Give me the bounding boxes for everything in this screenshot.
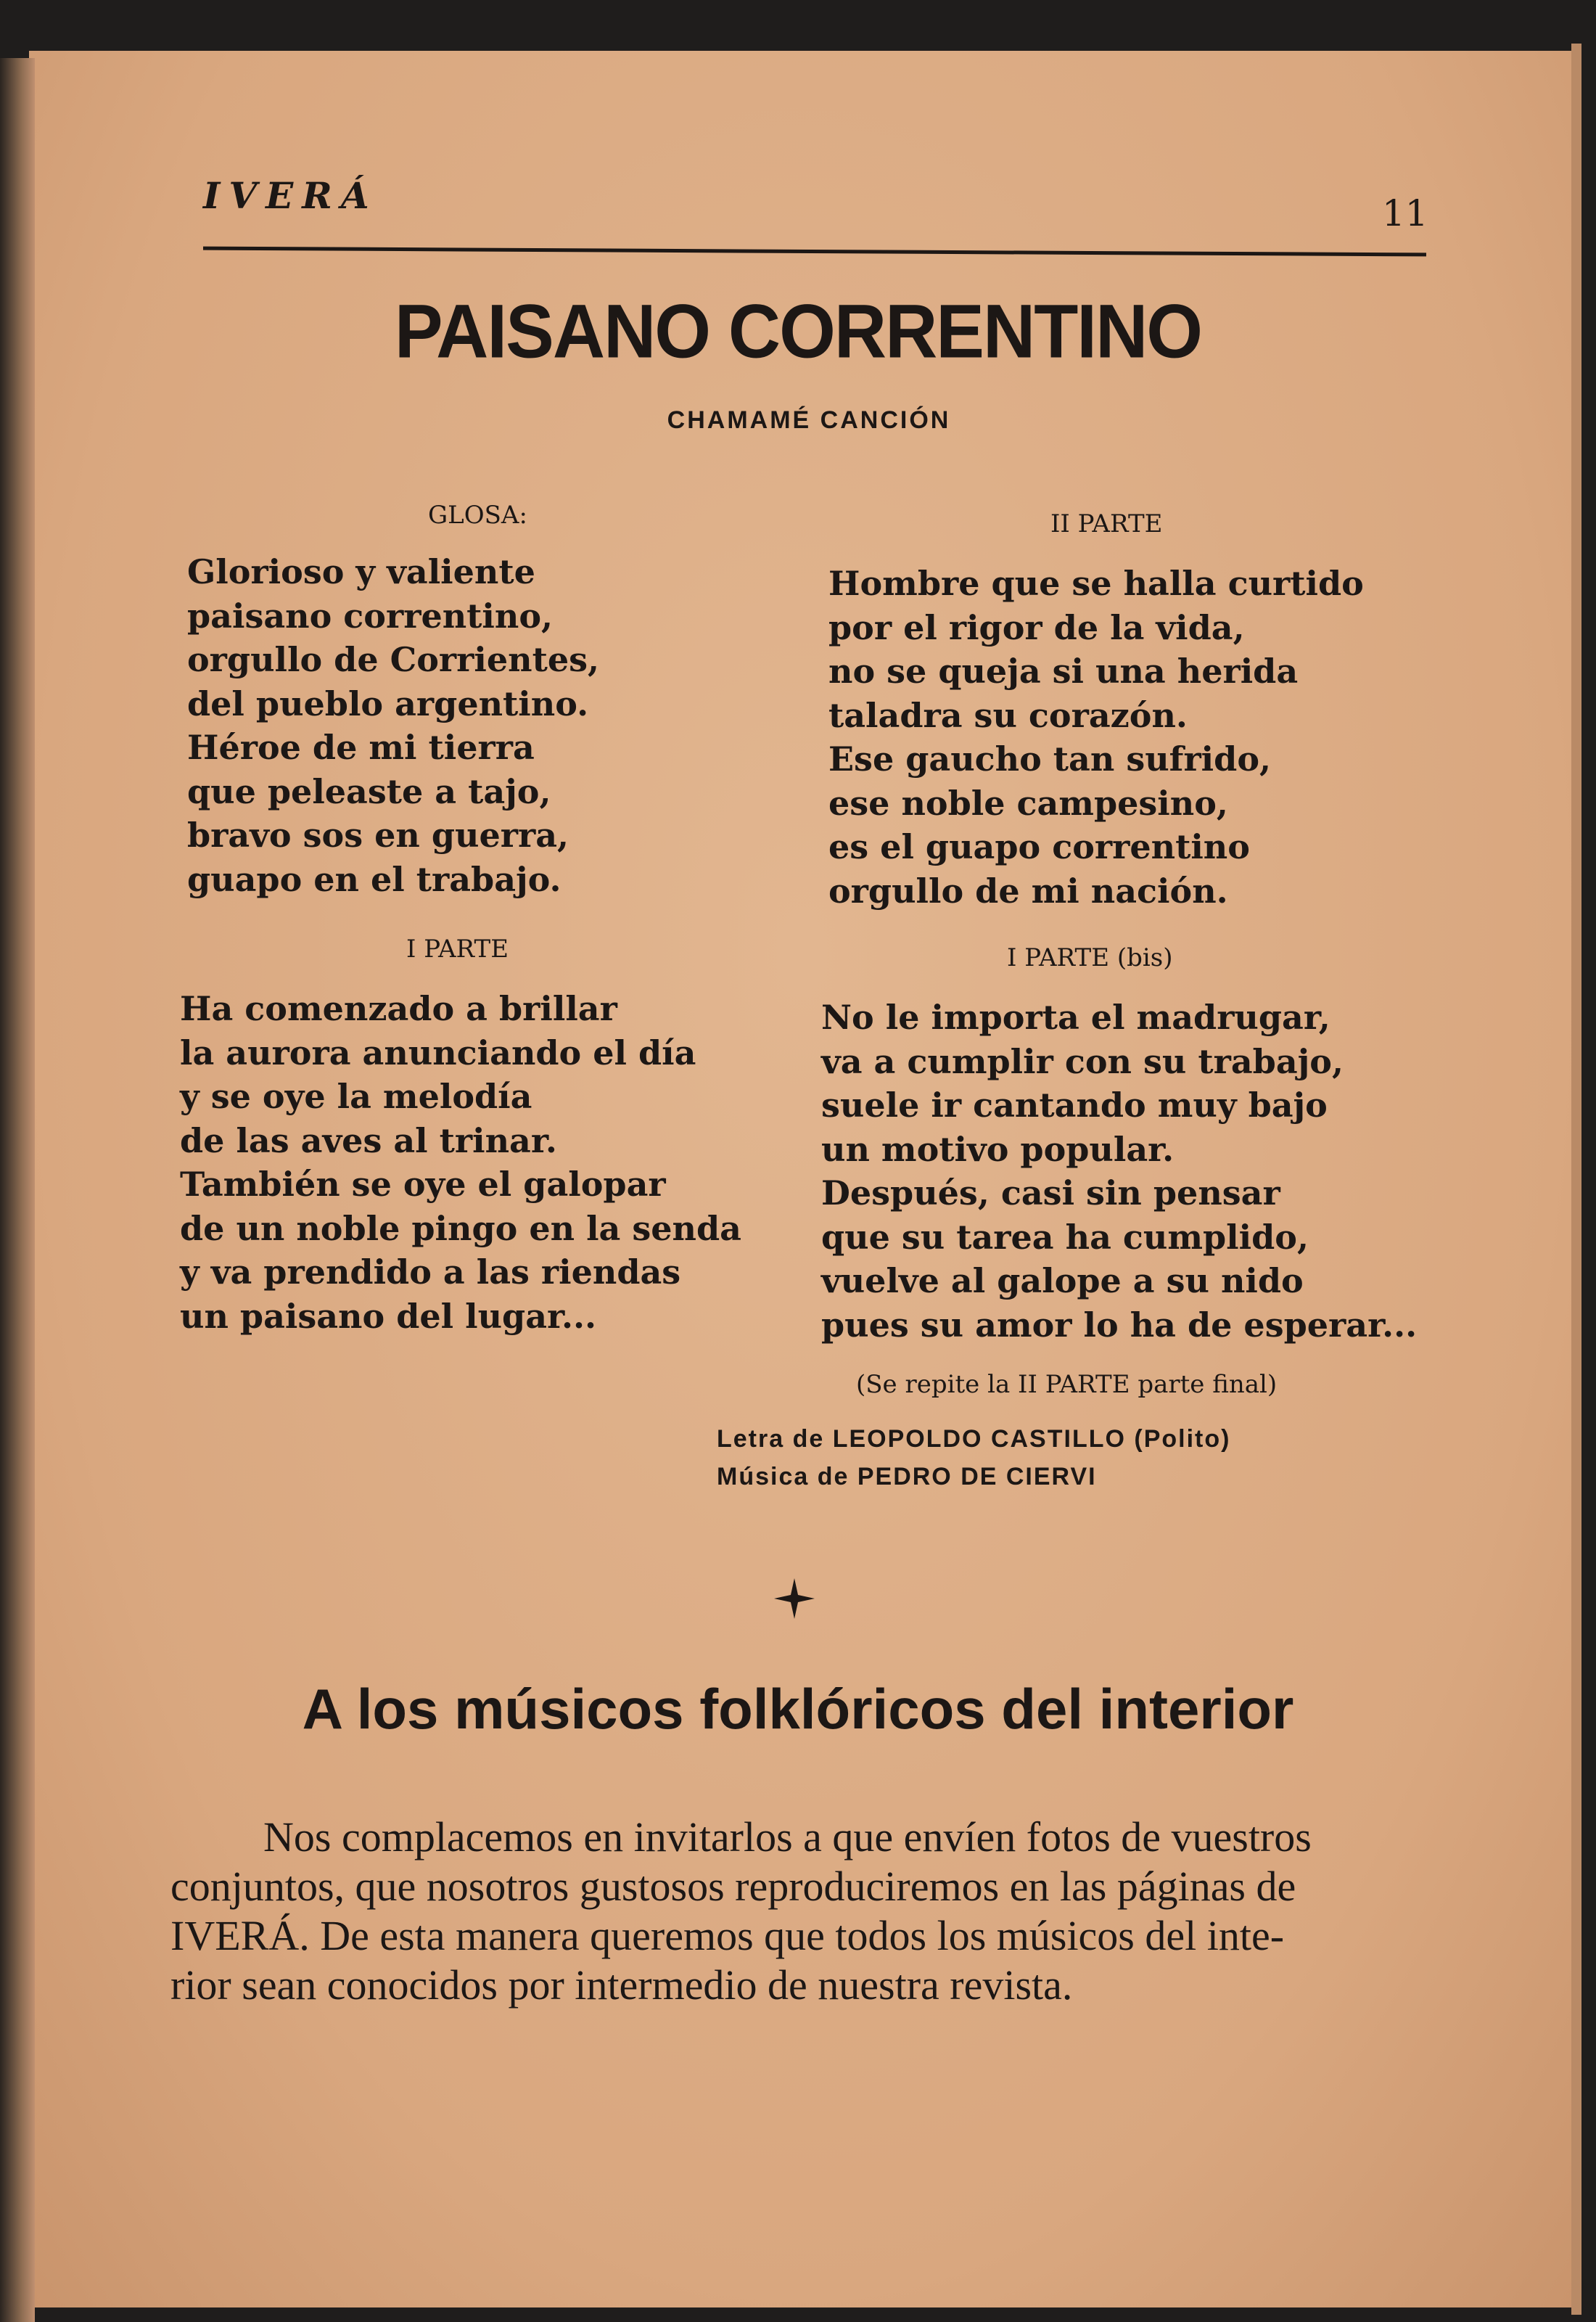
verse-line: que su tarea ha cumplido, xyxy=(821,1217,1309,1257)
repeat-note: (Se repite la II PARTE parte final) xyxy=(856,1370,1278,1399)
verse-line: vuelve al galope a su nido xyxy=(821,1261,1304,1300)
notice-paragraph xyxy=(170,1813,1312,2010)
page-number: 11 xyxy=(1382,192,1428,234)
verse-line: guapo en el trabajo. xyxy=(187,859,562,899)
star-ornament-icon xyxy=(773,1577,816,1620)
verse-line: Glorioso y valiente xyxy=(187,552,535,591)
notice-heading: A los músicos folklóricos del interior xyxy=(302,1677,1294,1741)
verse-line: Después, casi sin pensar xyxy=(821,1173,1280,1213)
verse-line: va a cumplir con su trabajo, xyxy=(821,1041,1344,1081)
verse-line: del pueblo argentino. xyxy=(187,684,589,723)
verse-line: por el rigor de la vida, xyxy=(828,607,1245,647)
verse-line: que peleaste a tajo, xyxy=(187,771,551,811)
music-credit: Música de PEDRO DE CIERVI xyxy=(717,1463,1097,1490)
parte1-heading: I PARTE xyxy=(406,935,509,964)
magazine-name: IVERÁ xyxy=(203,174,378,217)
verse-line: orgullo de Corrientes, xyxy=(187,640,599,679)
verse-line: Hombre que se halla curtido xyxy=(828,564,1364,603)
verse-line: taladra su corazón. xyxy=(828,695,1188,735)
verse-line: ese noble campesino, xyxy=(828,783,1228,823)
song-subtitle: CHAMAMÉ CANCIÓN xyxy=(667,406,951,434)
parte1-verse xyxy=(180,987,741,1338)
paragraph-line: rior sean conocidos por intermedio de nuestra revista. xyxy=(170,1961,1073,2009)
parte1bis-verse xyxy=(821,996,1417,1347)
verse-line: y se oye la melodía xyxy=(180,1077,532,1116)
parte2-heading: II PARTE xyxy=(1050,509,1163,538)
lyrics-credit: Letra de LEOPOLDO CASTILLO (Polito) xyxy=(717,1425,1231,1453)
page-edge xyxy=(1571,44,1581,2315)
verse-line: la aurora anunciando el día xyxy=(180,1033,696,1072)
verse-line: suele ir cantando muy bajo xyxy=(821,1086,1328,1125)
parte2-verse xyxy=(828,562,1364,913)
song-title: PAISANO CORRENTINO xyxy=(394,289,1202,374)
verse-line: pues su amor lo ha de esperar... xyxy=(821,1305,1418,1345)
paragraph-line: IVERÁ. De esta manera queremos que todos los músicos del inte- xyxy=(170,1912,1285,1959)
verse-line: orgullo de mi nación. xyxy=(828,871,1228,911)
glosa-verse xyxy=(187,550,599,901)
verse-line: un motivo popular. xyxy=(821,1129,1175,1169)
verse-line: bravo sos en guerra, xyxy=(187,816,569,855)
page-spine xyxy=(0,58,35,2322)
verse-line: no se queja si una herida xyxy=(828,652,1299,691)
verse-line: Héroe de mi tierra xyxy=(187,728,535,767)
verse-line: y va prendido a las riendas xyxy=(180,1252,681,1292)
verse-line: También se oye el galopar xyxy=(180,1165,666,1204)
paragraph-line: conjuntos, que nosotros gustosos reproduciremos en las páginas de xyxy=(170,1863,1296,1910)
verse-line: Ha comenzado a brillar xyxy=(180,989,617,1028)
verse-line: No le importa el madrugar, xyxy=(821,998,1330,1037)
verse-line: Ese gaucho tan sufrido, xyxy=(828,739,1272,779)
verse-line: de las aves al trinar. xyxy=(180,1120,557,1160)
verse-line: de un noble pingo en la senda xyxy=(180,1208,741,1248)
paragraph-line: Nos complacemos en invitarlos a que envíen fotos de vuestros xyxy=(263,1813,1312,1861)
verse-line: paisano correntino, xyxy=(187,596,554,636)
verse-line: es el guapo correntino xyxy=(828,827,1250,866)
verse-line: un paisano del lugar... xyxy=(180,1296,597,1336)
parte1bis-heading: I PARTE (bis) xyxy=(1007,943,1173,972)
glosa-heading: GLOSA: xyxy=(428,501,527,530)
